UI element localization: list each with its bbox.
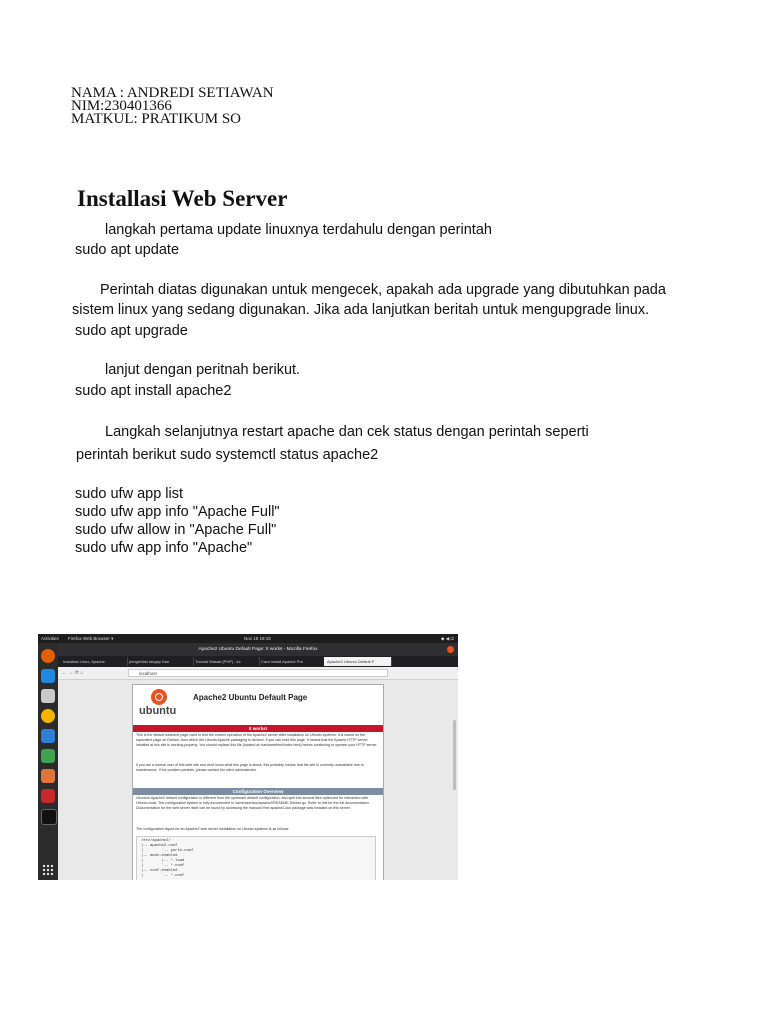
activities-label: Activities <box>41 636 59 641</box>
files-icon <box>41 689 55 703</box>
window-close-icon <box>447 646 454 653</box>
writer-icon <box>41 729 55 743</box>
command-ufw-info-apache: sudo ufw app info "Apache" <box>75 540 253 556</box>
apache-default-page-screenshot <box>38 634 458 880</box>
browser-navbar <box>58 667 458 680</box>
student-name: NAMA : ANDREDI SETIAWAN <box>71 85 274 101</box>
ubuntu-logo-icon <box>151 689 167 705</box>
window-title: Apache2 Ubuntu Default Page: It works - Mozilla Firefox <box>198 647 318 652</box>
tab-4: Cara Install Apache Pre <box>258 657 326 666</box>
clock-label: Nov 19 19:15 <box>244 636 271 641</box>
paragraph-step-4-line-1: Langkah selanjutnya restart apache dan cek status dengan perintah seperti <box>105 424 589 440</box>
config-tree-code: /etc/apache2/ |-- apache2.conf | `-- ports.conf |-- mods-enabled | |-- *.load | `-- *.conf |-- conf-enabled | `-- *.conf <box>136 836 376 880</box>
paragraph-step-1: langkah pertama update linuxnya terdahulu dengan perintah <box>105 222 492 238</box>
desktop-topbar <box>38 634 458 643</box>
ubuntu-dock <box>38 643 58 880</box>
command-ufw-app-list: sudo ufw app list <box>75 486 184 502</box>
paragraph-step-3: lanjut dengan peritnah berikut. <box>105 362 301 378</box>
it-works-band: It works! <box>133 725 383 732</box>
paragraph-step-4-line-2: perintah berikut sudo systemctl status apache2 <box>76 447 379 463</box>
apache-body-3: Ubuntu's Apache2 default configuration is different from the upstream default configuration, and split into several files optimized for interaction with Ubuntu tools. The configuration system is fully documented in /usr/share/doc/apache2/README.Debian.gz. Refer to this for the full documentation. Documentation for the web server itself can be found by accessing the manual if the apache2-doc package was installed on this server. <box>136 796 370 810</box>
apache-body-1: This is the default welcome page used to test the correct operation of the Apache2 server after installation on Ubuntu systems. It is based on the equivalent page on Debian, from which the Ubuntu Apache packaging is derived. If you can read this page, it means that the Apache HTTP server installed at this site is working properly. You should replace this file (located at /var/www/html/index.html) before continuing to operate your HTTP server. <box>136 733 378 747</box>
student-nim: NIM:230401366 <box>71 98 172 114</box>
apache-page <box>132 684 384 880</box>
firefox-window <box>58 643 458 880</box>
browser-tabbar <box>58 656 458 667</box>
page-title: Installasi Web Server <box>77 186 288 211</box>
impress-icon <box>41 769 55 783</box>
firefox-icon <box>41 649 55 663</box>
config-overview-band: Configuration Overview <box>133 788 383 795</box>
url-text: localhost <box>139 671 157 676</box>
command-apt-upgrade: sudo apt upgrade <box>75 323 188 339</box>
ubuntu-wordmark: ubuntu <box>139 705 177 717</box>
page-scrollbar <box>453 720 456 790</box>
paragraph-step-2-line-2: sistem linux yang sedang digunakan. Jika ada lanjutkan beritah untuk mengupgrade linux. <box>72 302 650 318</box>
command-apt-update: sudo apt update <box>75 242 180 258</box>
calc-icon <box>41 749 55 763</box>
apache-body-4: The configuration layout for an Apache2 web server installation on Ubuntu systems is as follows: <box>136 827 290 831</box>
tab-3: Tutorial Masak (PHP) - kc <box>192 657 260 666</box>
command-ufw-allow-full: sudo ufw allow in "Apache Full" <box>75 522 277 538</box>
terminal-icon <box>41 809 57 825</box>
apache-body-2: If you are a normal user of this web site and don't know what this page is about, this probably means that the site is currently unavailable due to maintenance. If the problem persists, please contact the site's administrator. <box>136 763 364 772</box>
thunderbird-icon <box>41 669 55 683</box>
window-titlebar <box>58 643 458 656</box>
browser-content <box>58 680 458 880</box>
rhythmbox-icon <box>41 709 55 723</box>
tab-1: Installasi Linux, Apache <box>60 657 128 666</box>
show-apps-icon <box>42 864 54 876</box>
tab-5-active: Apache2 Ubuntu Default P <box>324 657 392 666</box>
software-icon <box>41 789 55 803</box>
command-ufw-info-full: sudo ufw app info "Apache Full" <box>75 504 280 520</box>
app-menu-label: Firefox Web Browser ▾ <box>68 636 114 641</box>
course-name: MATKUL: PRATIKUM SO <box>71 111 242 127</box>
tab-2: pengertian langsp Dan <box>126 657 194 666</box>
paragraph-step-2-line-1: Perintah diatas digunakan untuk mengecek, apakah ada upgrade yang dibutuhkan pada <box>100 282 666 298</box>
tray-icons: ◆ ◀ ⏻ <box>441 636 454 641</box>
nav-buttons-icon: ← → ⟳ ⌂ <box>62 670 84 676</box>
url-bar <box>128 669 388 677</box>
apache-page-title: Apache2 Ubuntu Default Page <box>193 693 308 702</box>
command-install-apache2: sudo apt install apache2 <box>75 383 232 399</box>
